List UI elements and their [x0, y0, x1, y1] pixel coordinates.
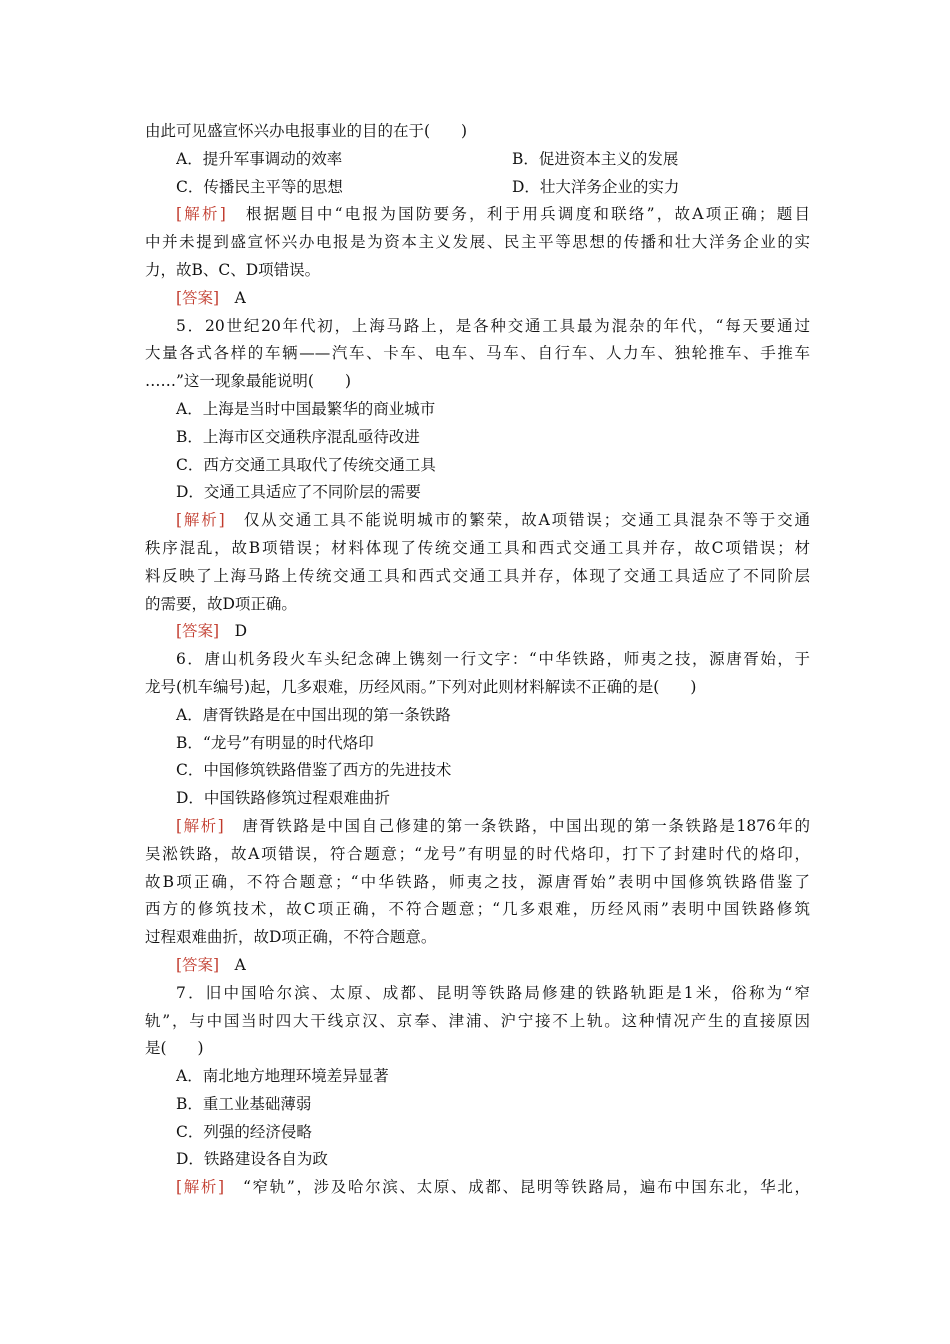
q6-analysis-line-2: 吴淞铁路，故A项错误，符合题意；“龙号”有明显的时代烙印，打下了封建时代的烙印，	[145, 844, 810, 863]
q7-stem-line-1: 7．旧中国哈尔滨、太原、成都、昆明等铁路局修建的铁路轨距是1米，俗称为“窄	[176, 983, 810, 1002]
q4-option-c: C．传播民主平等的思想	[176, 177, 343, 196]
q6-option-c: C．中国修筑铁路借鉴了西方的先进技术	[176, 761, 452, 780]
q6-analysis-line-5: 过程艰难曲折，故D项正确，不符合题意。	[145, 928, 437, 947]
q4-analysis-line-3: 力，故B、C、D项错误。	[145, 260, 321, 279]
q4-option-a: A．提升军事调动的效率	[176, 149, 343, 168]
q5-option-a: A．上海是当时中国最繁华的商业城市	[176, 399, 436, 418]
answer-tag: [答案]	[176, 622, 220, 641]
q5-analysis-line-1: [解析] 仅从交通工具不能说明城市的繁荣，故A项错误；交通工具混杂不等于交通	[176, 511, 810, 530]
q7-stem-line-2: 轨”，与中国当时四大干线京汉、京奉、津浦、沪宁接不上轨。这种情况产生的直接原因	[145, 1011, 810, 1030]
q7-option-b: B．重工业基础薄弱	[176, 1094, 312, 1113]
q4-analysis-line-2: 中并未提到盛宣怀兴办电报是为资本主义发展、民主平等思想的传播和壮大洋务企业的实	[145, 233, 810, 252]
q4-analysis-line-1: [解析] 根据题目中“电报为国防要务，利于用兵调度和联络”，故A项正确；题目	[176, 205, 810, 224]
q5-stem-line-3: ……”这一现象最能说明( )	[145, 372, 352, 391]
q4-options-row-1	[145, 146, 810, 174]
q6-analysis-line-3: 故B项正确，不符合题意；“中华铁路，师夷之技，源唐胥始”表明中国修筑铁路借鉴了	[145, 872, 810, 891]
q5-stem-line-2: 大量各式各样的车辆——汽车、卡车、电车、马车、自行车、人力车、独轮推车、手推车	[145, 344, 810, 363]
q4-option-b: B．促进资本主义的发展	[512, 149, 679, 168]
q5-answer	[145, 618, 810, 646]
answer-value: D	[234, 622, 248, 641]
q4-answer	[145, 285, 810, 313]
q6-option-a: A．唐胥铁路是在中国出现的第一条铁路	[176, 705, 451, 724]
q5-analysis-line-4: 的需要，故D项正确。	[145, 594, 297, 613]
q6-option-b: B．“龙号”有明显的时代烙印	[176, 733, 374, 752]
q6-answer	[145, 952, 810, 980]
q6-option-d: D．中国铁路修筑过程艰难曲折	[176, 789, 390, 808]
answer-value: A	[234, 288, 246, 307]
q6-analysis-line-1: [解析] 唐胥铁路是中国自己修建的第一条铁路，中国出现的第一条铁路是1876年的	[176, 816, 810, 835]
analysis-tag: [解析]	[176, 205, 226, 224]
answer-tag: [答案]	[176, 288, 220, 307]
q5-option-c: C．西方交通工具取代了传统交通工具	[176, 455, 436, 474]
analysis-tag: [解析]	[176, 511, 225, 530]
q5-option-d: D．交通工具适应了不同阶层的需要	[176, 483, 421, 502]
analysis-tag: [解析]	[176, 816, 224, 835]
q7-analysis-line-1: [解析] “窄轨”，涉及哈尔滨、太原、成都、昆明等铁路局，遍布中国东北，华北，	[176, 1178, 810, 1197]
q5-option-b: B．上海市区交通秩序混乱亟待改进	[176, 427, 420, 446]
q5-analysis-line-3: 料反映了上海马路上传统交通工具和西式交通工具并存，体现了交通工具适应了不同阶层	[145, 566, 810, 585]
q7-stem-line-3: 是( )	[145, 1039, 204, 1058]
analysis-tag: [解析]	[176, 1178, 225, 1197]
q6-stem-line-2: 龙号(机车编号)起，几多艰难，历经风雨。”下列对此则材料解读不正确的是( )	[145, 677, 697, 696]
q4-options-row-2	[145, 174, 810, 202]
answer-value: A	[234, 955, 246, 974]
q4-stem-tail: 由此可见盛宣怀兴办电报事业的目的在于( )	[145, 122, 468, 140]
q6-analysis-line-4: 西方的修筑技术，故C项正确，不符合题意；“几多艰难，历经风雨”表明中国铁路修筑	[145, 900, 810, 919]
q5-stem-line-1: 5．20世纪20年代初，上海马路上，是各种交通工具最为混杂的年代，“每天要通过	[176, 316, 810, 335]
q7-option-a: A．南北地方地理环境差异显著	[176, 1067, 389, 1086]
q6-stem-line-1: 6．唐山机务段火车头纪念碑上镌刻一行文字：“中华铁路，师夷之技，源唐胥始，于	[176, 650, 810, 669]
q5-analysis-line-2: 秩序混乱，故B项错误；材料体现了传统交通工具和西式交通工具并存，故C项错误；材	[145, 538, 810, 557]
q4-option-d: D．壮大洋务企业的实力	[512, 177, 680, 196]
q7-option-c: C．列强的经济侵略	[176, 1122, 312, 1141]
document-page	[145, 118, 810, 1202]
q7-option-d: D．铁路建设各自为政	[176, 1150, 328, 1169]
answer-tag: [答案]	[176, 955, 220, 974]
